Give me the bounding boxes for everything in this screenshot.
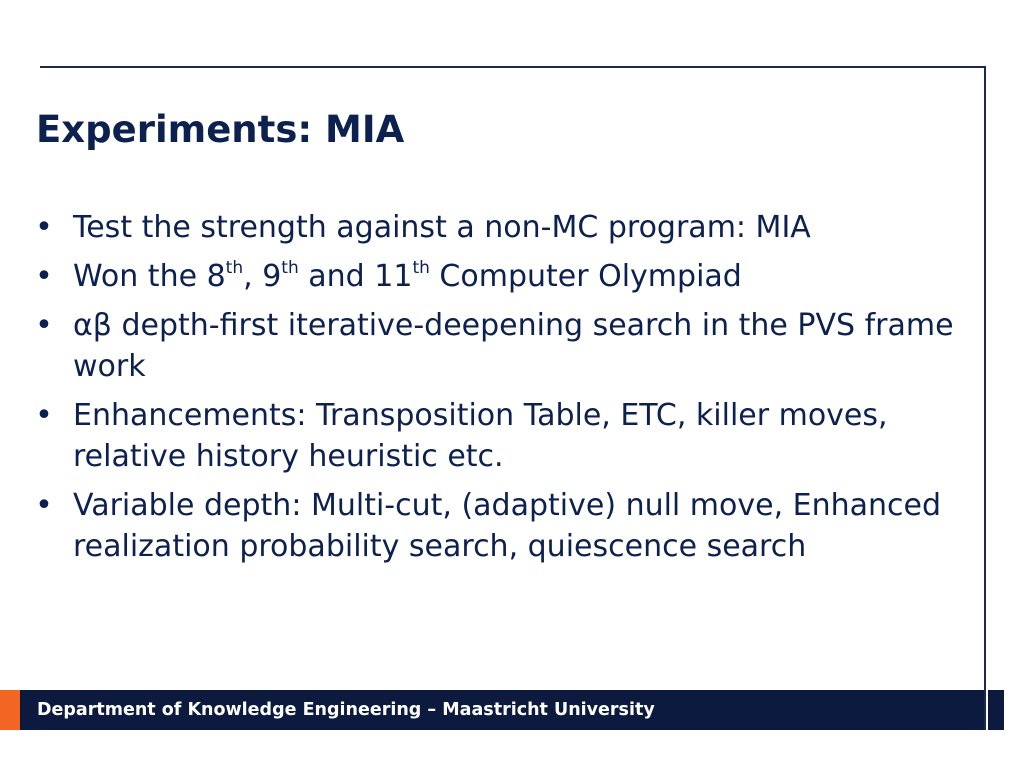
bullet-item-3 — [34, 305, 979, 387]
bullet-text-prefix: Won the 8 — [73, 259, 226, 294]
bullet-text: Enhancements: Transposition Table, ETC, killer moves, relative history heuristic etc. — [73, 398, 888, 474]
bullet-text: αβ depth-first iterative-deepening search in the PVS frame work — [73, 308, 954, 384]
bullet-icon: • — [35, 398, 53, 433]
ordinal-suffix-9: th — [281, 258, 299, 278]
bullet-text: Test the strength against a non-MC program: MIA — [73, 210, 811, 245]
bullet-icon: • — [35, 488, 53, 523]
top-divider-line — [40, 66, 986, 68]
bullet-text-mid-2: and 11 — [298, 259, 413, 294]
footer-accent-block — [0, 690, 20, 730]
bullet-item-4 — [34, 395, 979, 477]
bullet-item-2 — [34, 256, 979, 297]
bullet-text-suffix: Computer Olympiad — [429, 259, 742, 294]
bullet-icon: • — [35, 308, 53, 343]
right-divider-line — [984, 66, 986, 730]
bullet-item-5 — [34, 485, 979, 567]
bullet-icon: • — [35, 259, 53, 294]
ordinal-suffix-8: th — [225, 258, 244, 278]
slide-title: Experiments: MIA — [36, 108, 405, 151]
footer-text: Department of Knowledge Engineering – Maastricht University — [37, 700, 655, 720]
ordinal-suffix-11: th — [412, 258, 430, 278]
footer-bar-end-block — [988, 690, 1004, 730]
bullet-list — [34, 207, 979, 575]
bullet-text: Variable depth: Multi-cut, (adaptive) null move, Enhanced realization probability search, quiescence search — [73, 488, 942, 564]
bullet-text-mid-1: , 9 — [243, 259, 282, 294]
bullet-icon: • — [35, 210, 53, 245]
bullet-item-1 — [34, 207, 979, 248]
